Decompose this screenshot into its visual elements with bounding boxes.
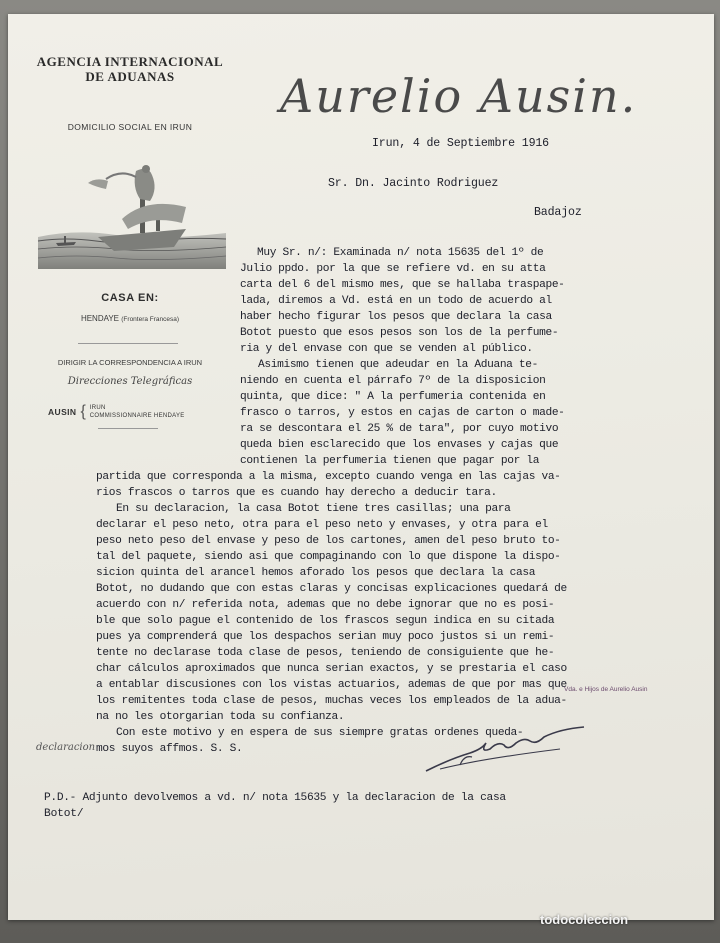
site-watermark: todocoleccion: [540, 912, 629, 927]
body-line: Asimismo tienen que adeudar en la Aduana te-: [258, 359, 538, 371]
telegraph-lines: [90, 404, 185, 420]
body-line: Muy Sr. n/: Examinada n/ nota 15635 del 1º de: [257, 247, 544, 259]
body-line: tal del paquete, siendo asi que compaginando con lo que dispone la dispo-: [96, 551, 561, 563]
body-line: niendo en cuenta el párrafo 7º de la disposicion: [240, 375, 546, 387]
telegraph-heading: Direcciones Telegráficas: [67, 376, 193, 387]
handwritten-signature: [420, 719, 590, 779]
body-line: rios frascos o tarros que es cuando hay derecho a deducir tara.: [96, 487, 497, 499]
body-line: queda bien esclarecido que los envases y cajas que: [240, 439, 559, 451]
letterhead-divider-2: [98, 428, 158, 429]
agency-name: [30, 54, 230, 84]
pencil-annotation: declaracion: [36, 742, 96, 753]
body-line: quinta, que dice: " A la perfumeria contenida en: [240, 391, 546, 403]
body-line: na no les otorgarian toda su confianza.: [96, 711, 345, 723]
postscript-line2: Botot/: [44, 808, 84, 820]
hendaye-note: (Frontera Francesa): [121, 316, 180, 323]
body-line: frasco o tarros, y estos en cajas de carton o made-: [240, 407, 565, 419]
body-line: peso neto peso del envase y peso de los cartones, amen del peso bruto to-: [96, 535, 561, 547]
correspondence-note: DIRIGIR LA CORRESPONDENCIA A IRUN: [57, 358, 203, 367]
body-line: Con este motivo y en espera de sus siempre gratas ordenes queda-: [116, 727, 524, 739]
body-line: Botot, no dudando que con estas claras y concisas explicaciones quedará de: [96, 583, 567, 595]
company-stamp: Vda. e Hijos de Aurelio Ausin: [564, 686, 648, 693]
letter-city: Badajoz: [534, 206, 582, 219]
body-line: declarar el peso neto, otra para el peso neto y envases, y otra para el: [96, 519, 548, 531]
body-line: mos suyos affmos. S. S.: [96, 743, 243, 755]
letter-recipient: Sr. Dn. Jacinto Rodriguez: [328, 177, 499, 190]
body-line: los remitentes toda clase de pesos, muchas veces los empleados de la adua-: [96, 695, 567, 707]
body-line: Botot puesto que esos pesos son los de la perfume-: [240, 327, 559, 339]
hendaye-branch: [30, 314, 230, 323]
agency-name-line1: AGENCIA INTERNACIONAL: [36, 54, 224, 69]
agency-name-line2: DE ADUANAS: [85, 69, 175, 84]
body-line: sicion quinta del arancel hemos aforado los pesos que declara la casa: [96, 567, 536, 579]
body-line: contienen la perfumeria tienen que pagar por la: [240, 455, 540, 467]
telegraph-address: [48, 404, 228, 420]
body-line: tente no declarase toda clase de pesos, teniendo de consiguiente que he-: [96, 647, 555, 659]
body-line: Julio ppdo. por la que se refiere vd. en su atta: [240, 263, 546, 275]
body-line: ra se descontara el 25 % de tara", por cuyo motivo: [240, 423, 559, 435]
ship-emblem-illustration: [36, 159, 226, 269]
brace-glyph: {: [80, 403, 86, 420]
body-line: carta del 6 del mismo mes, que se hallaba traspape-: [240, 279, 565, 291]
telegraph-line1: IRUN: [89, 405, 106, 411]
letter-date: Irun, 4 de Septiembre 1916: [372, 137, 549, 150]
sender-script-name: Aurelio Ausin.: [280, 69, 638, 123]
letter-paper: [8, 14, 714, 920]
telegraph-name: AUSIN: [48, 407, 77, 417]
telegraph-line2: COMMISSIONNAIRE HENDAYE: [89, 413, 185, 419]
casa-en-heading: CASA EN:: [101, 292, 159, 304]
body-line: ria y del envase con que se venden al público.: [240, 343, 533, 355]
body-line: lada, diremos a Vd. está en un todo de acuerdo al: [240, 295, 552, 307]
body-line: haber hecho figurar los pesos que declara la casa: [240, 311, 552, 323]
body-line: partida que corresponda a la misma, excepto cuando venga en las cajas va-: [96, 471, 561, 483]
body-line: acuerdo con n/ referida nota, ademas que no debe ignorar que no es posi-: [96, 599, 555, 611]
body-line: char cálculos aproximados que nunca serian exactos, y se prestaria el caso: [96, 663, 567, 675]
body-line: pues ya comprenderá que los despachos serian muy poco justos si un remi-: [96, 631, 555, 643]
letterhead-divider: [78, 343, 178, 344]
hendaye-label: HENDAYE: [80, 314, 120, 323]
body-line: ble que solo pague el contenido de los frascos segun indica en su citada: [96, 615, 555, 627]
body-line: a entablar discusiones con los vistas actuarios, ademas de que por mas que: [96, 679, 567, 691]
body-line: En su declaracion, la casa Botot tiene tres casillas; una para: [116, 503, 511, 515]
domicilio-social: DOMICILIO SOCIAL EN IRUN: [67, 122, 193, 132]
postscript-line1: P.D.- Adjunto devolvemos a vd. n/ nota 15635 y la declaracion de la casa: [44, 792, 506, 804]
